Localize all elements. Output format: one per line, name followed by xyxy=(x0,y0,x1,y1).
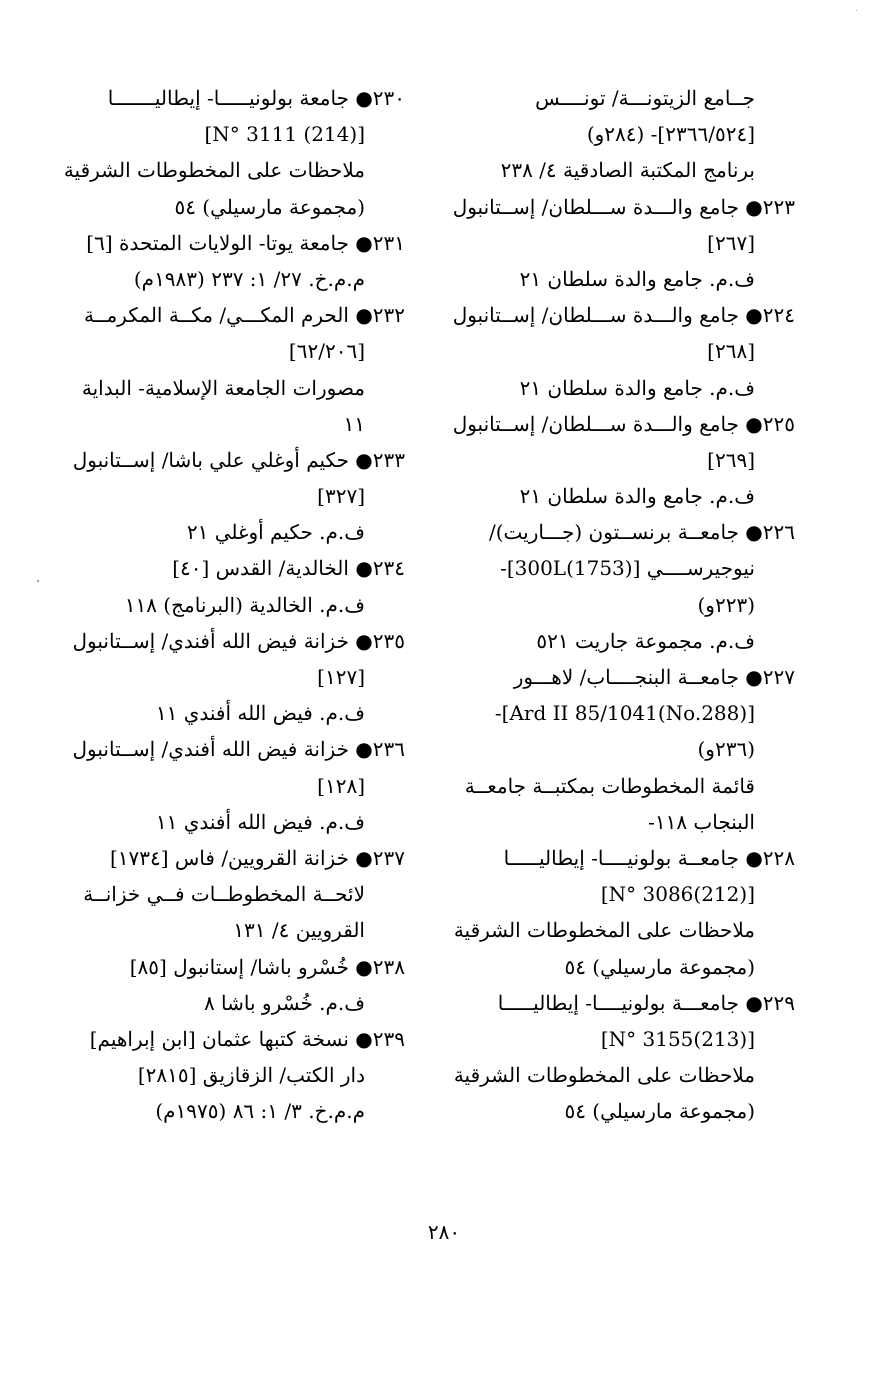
entry-detail-line: [٢٦٩] xyxy=(707,447,755,472)
entry-detail-line: لائحــة المخطوطــات فــي خزانــة xyxy=(83,882,365,907)
entry-detail-line: ملاحظات على المخطوطات الشرقية xyxy=(63,158,365,183)
page-number: ٢٨٠ xyxy=(427,1220,461,1244)
entry-detail-line: برنامج المكتبة الصادقية ٤/ ٢٣٨ xyxy=(500,158,755,183)
entry-detail-line: (٢٢٣و) xyxy=(697,592,755,617)
entry-detail-line: ف.م. الخالدية (البرنامج) ١١٨ xyxy=(124,592,365,617)
entry-detail-line: قائمة المخطوطات بمكتبــة جامعــة xyxy=(464,773,755,798)
entry-heading-line: ٢٣٦● خزانة فيض الله أفندي/ إســتانبول xyxy=(72,737,405,762)
scan-speck xyxy=(856,10,857,11)
entry-heading-line: ٢٢٤● جامع والـــدة ســـلطان/ إســتانبول xyxy=(452,303,795,328)
entry-detail-line: ف.م. فيض الله أفندي ١١ xyxy=(155,701,365,726)
entry-heading-line: ٢٣٢● الحرم المكـــي/ مكــة المكرمــة xyxy=(84,303,405,328)
entry-detail-line: [١٢٨] xyxy=(317,773,365,798)
entry-detail-line: دار الكتب/ الزقازيق [٢٨١٥] xyxy=(137,1063,365,1088)
entry-heading-line: ٢٣٩● نسخة كتبها عثمان [ابن إبراهيم] xyxy=(89,1026,405,1051)
entry-heading-line: ٢٣٧● خزانة القرويين/ فاس [١٧٣٤] xyxy=(109,845,405,870)
entry-detail-line: ف.م. خُسْرو باشا ٨ xyxy=(203,990,365,1015)
entry-detail-line: [N° 3086(212)] xyxy=(600,882,755,907)
entry-heading-line: ٢٣٨● خُسْرو باشا/ إستانبول [٨٥] xyxy=(129,954,405,979)
entry-detail-line: (٢٣٦و) xyxy=(697,737,755,762)
entry-heading-line: ٢٢٩● جامعـــة بولونيــــا- إيطاليـــــا xyxy=(497,990,795,1015)
entry-detail-line: القرويين ٤/ ١٣١ xyxy=(233,918,365,943)
entry-detail-line: ف.م. مجموعة جاريت ٥٢١ xyxy=(536,628,755,653)
entry-detail-line: [٣٢٧] xyxy=(317,484,365,509)
entry-detail-line: [٢٦٧] xyxy=(707,230,755,255)
entry-heading-line: ٢٣٣● حكيم أوغلي علي باشا/ إســتانبول xyxy=(72,447,405,472)
entry-detail-line: ف.م. جامع والدة سلطان ٢١ xyxy=(519,484,755,509)
entry-heading-line: ٢٣٤● الخالدية/ القدس [٤٠] xyxy=(172,556,405,581)
entry-heading-line: ٢٢٥● جامع والـــدة ســـلطان/ إســتانبول xyxy=(452,411,795,436)
left-column xyxy=(60,80,405,1129)
entry-detail-line: ف.م. جامع والدة سلطان ٢١ xyxy=(519,266,755,291)
entry-detail-line: (مجموعة مارسيلي) ٥٤ xyxy=(174,194,365,219)
entry-detail-line: نيوجيرســــي [300L(1753)]- xyxy=(500,556,755,581)
right-column xyxy=(452,80,795,1129)
entry-detail-line: جــامع الزيتونـــة/ تونــــس xyxy=(535,86,755,110)
entry-detail-line: م.م.خ. ٣/ ١: ٨٦ (١٩٧٥م) xyxy=(155,1099,365,1124)
entry-detail-line: ملاحظات على المخطوطات الشرقية xyxy=(453,1063,755,1088)
entry-detail-line: [١٢٧] xyxy=(317,665,365,689)
entry-detail-line: مصورات الجامعة الإسلامية- البداية xyxy=(81,375,365,400)
entry-detail-line: ف.م. جامع والدة سلطان ٢١ xyxy=(519,375,755,400)
entry-detail-line: [٦٢/٢٠٦] xyxy=(288,339,365,364)
entry-detail-line: (مجموعة مارسيلي) ٥٤ xyxy=(564,1099,755,1124)
entry-detail-line: [Ard II 85/1041(No.288)]- xyxy=(494,701,755,726)
entry-heading-line: ٢٣٠● جامعة بولونيـــــا- إيطاليـــــــا xyxy=(107,86,405,110)
entry-detail-line: البنجاب ١١٨- xyxy=(648,809,755,834)
entry-detail-line: ف.م. حكيم أوغلي ٢١ xyxy=(186,520,365,545)
entry-heading-line: ٢٣٥● خزانة فيض الله أفندي/ إســتانبول xyxy=(72,628,405,653)
entry-heading-line: ٢٢٦● جامعــة برنســتون (جـــاريت)/ xyxy=(488,520,795,545)
entry-heading-line: ٢٢٣● جامع والـــدة ســـلطان/ إســتانبول xyxy=(452,194,795,219)
entry-detail-line: [N° 3155(213)] xyxy=(600,1026,755,1051)
entry-detail-line: ملاحظات على المخطوطات الشرقية xyxy=(453,918,755,943)
entry-detail-line: [٢٣٦٦/٥٢٤]- (٢٨٤و) xyxy=(586,122,755,147)
entry-heading-line: ٢٣١● جامعة يوتا- الولايات المتحدة [٦] xyxy=(86,230,405,255)
entry-heading-line: ٢٢٨● جامعــة بولونيــــا- إيطاليـــــا xyxy=(503,845,795,870)
entry-detail-line: ف.م. فيض الله أفندي ١١ xyxy=(155,809,365,834)
entry-detail-line: [N° 3111 (214)] xyxy=(204,122,365,147)
entry-heading-line: ٢٢٧● جامعــة البنجــــاب/ لاهـــور xyxy=(513,665,795,689)
scan-speck xyxy=(37,580,39,582)
entry-detail-line: [٢٦٨] xyxy=(707,339,755,364)
entry-detail-line: م.م.خ. ٢٧/ ١: ٢٣٧ (١٩٨٣م) xyxy=(133,266,365,291)
entry-detail-line: ١١ xyxy=(343,411,365,436)
entry-detail-line: (مجموعة مارسيلي) ٥٤ xyxy=(564,954,755,979)
